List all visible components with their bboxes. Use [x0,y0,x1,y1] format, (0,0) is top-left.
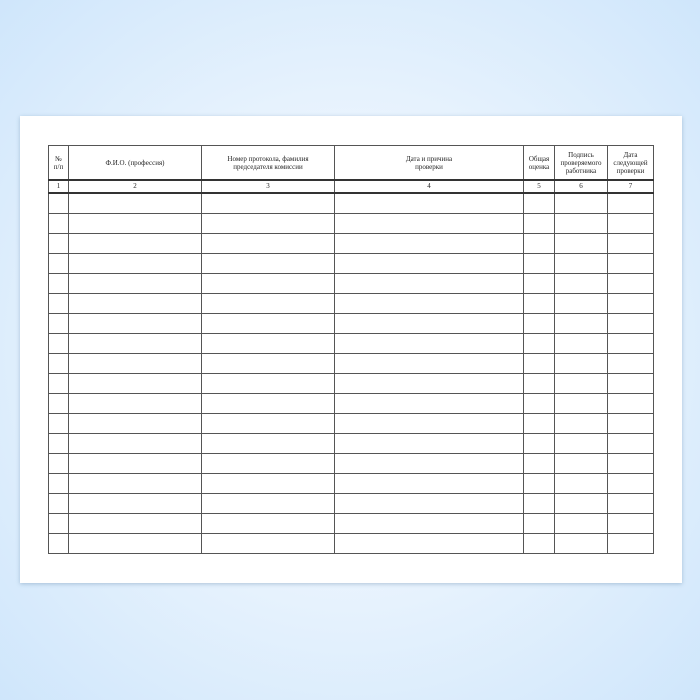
journal-entry-row [49,454,654,474]
journal-entry-cell [69,514,202,534]
journal-entry-cell [524,494,555,514]
journal-entry-cell [524,234,555,254]
journal-entry-cell [524,294,555,314]
journal-entry-cell [202,234,335,254]
journal-entry-cell [555,414,608,434]
journal-entry-cell [555,334,608,354]
journal-entry-cell [335,354,524,374]
header-cell-full-name: Ф.И.О. (профессия) [69,146,202,181]
journal-entry-row [49,354,654,374]
journal-entry-row [49,254,654,274]
journal-entry-cell [49,434,69,454]
journal-entry-cell [524,254,555,274]
journal-entry-row [49,234,654,254]
journal-entry-cell [335,374,524,394]
journal-entry-row [49,314,654,334]
journal-entry-cell [608,494,654,514]
journal-entry-cell [524,334,555,354]
journal-entry-cell [524,374,555,394]
journal-entry-cell [335,534,524,554]
journal-entry-row [49,374,654,394]
journal-entry-cell [49,534,69,554]
journal-entry-cell [608,394,654,414]
journal-entry-cell [69,234,202,254]
journal-entry-cell [69,534,202,554]
journal-entry-row [49,274,654,294]
header-cell-next-check-date: Дата следующей проверки [608,146,654,181]
journal-entry-cell [69,394,202,414]
journal-entry-cell [202,254,335,274]
journal-entry-cell [202,193,335,214]
journal-entry-cell [524,314,555,334]
journal-entry-cell [335,474,524,494]
journal-entry-cell [49,454,69,474]
journal-entry-cell [49,314,69,334]
journal-entry-cell [202,514,335,534]
journal-entry-cell [49,414,69,434]
journal-entry-cell [49,274,69,294]
column-number-row [49,180,654,193]
journal-entry-cell [608,534,654,554]
journal-entry-cell [608,254,654,274]
journal-entry-row [49,334,654,354]
journal-entry-cell [69,374,202,394]
journal-entry-cell [555,474,608,494]
journal-entry-cell [49,214,69,234]
journal-entry-cell [202,334,335,354]
journal-entry-cell [335,234,524,254]
column-number-cell: 2 [69,180,202,193]
journal-entry-cell [69,354,202,374]
journal-entry-cell [335,214,524,234]
journal-entry-cell [524,394,555,414]
journal-entry-cell [202,394,335,414]
journal-entry-cell [555,494,608,514]
journal-entry-cell [202,494,335,514]
journal-entry-cell [335,334,524,354]
header-cell-employee-signature: Подпись проверяемого работника [555,146,608,181]
journal-entry-cell [524,454,555,474]
journal-entry-row [49,494,654,514]
journal-entry-cell [202,434,335,454]
journal-entry-cell [335,454,524,474]
journal-entry-row [49,193,654,214]
journal-entry-cell [524,474,555,494]
journal-entry-cell [555,374,608,394]
journal-entry-cell [555,394,608,414]
journal-entry-cell [335,294,524,314]
journal-entry-cell [555,254,608,274]
column-number-cell: 7 [608,180,654,193]
column-number-cell: 1 [49,180,69,193]
journal-entry-cell [49,374,69,394]
header-cell-check-date-reason: Дата и причина проверки [335,146,524,181]
header-cell-protocol: Номер протокола, фамилия председателя комиссии [202,146,335,181]
journal-entry-cell [608,354,654,374]
journal-entry-cell [202,274,335,294]
journal-entry-cell [524,354,555,374]
journal-entry-cell [608,234,654,254]
journal-entry-cell [49,193,69,214]
journal-entry-row [49,434,654,454]
journal-entry-cell [608,434,654,454]
journal-entry-cell [555,514,608,534]
journal-entry-cell [49,394,69,414]
journal-entry-cell [202,374,335,394]
header-row [49,146,654,181]
journal-entry-row [49,414,654,434]
journal-entry-row [49,394,654,414]
journal-entry-cell [608,193,654,214]
journal-entry-cell [335,254,524,274]
journal-entry-cell [49,254,69,274]
journal-entry-cell [608,414,654,434]
journal-entry-cell [524,214,555,234]
journal-entry-cell [49,294,69,314]
journal-entry-cell [555,434,608,454]
journal-entry-cell [202,534,335,554]
journal-entry-cell [69,474,202,494]
journal-entry-row [49,294,654,314]
journal-entry-cell [524,514,555,534]
journal-entry-cell [335,274,524,294]
journal-entry-cell [524,534,555,554]
journal-entry-row [49,474,654,494]
column-number-cell: 4 [335,180,524,193]
journal-entry-cell [555,354,608,374]
journal-entry-cell [608,454,654,474]
journal-sheet [20,116,682,583]
journal-entry-cell [335,394,524,414]
journal-entry-cell [69,254,202,274]
journal-entry-cell [202,454,335,474]
column-number-cell: 5 [524,180,555,193]
journal-entry-cell [69,193,202,214]
header-cell-number: № п/п [49,146,69,181]
journal-entry-cell [608,474,654,494]
journal-entry-cell [202,314,335,334]
journal-entry-cell [69,334,202,354]
journal-entry-cell [608,514,654,534]
journal-entry-cell [335,193,524,214]
journal-entry-cell [608,294,654,314]
journal-entry-cell [555,534,608,554]
journal-entry-cell [69,454,202,474]
journal-entry-cell [555,214,608,234]
journal-entry-cell [524,193,555,214]
journal-entry-cell [555,314,608,334]
journal-entry-cell [524,434,555,454]
journal-entry-cell [202,474,335,494]
journal-entry-cell [49,474,69,494]
journal-entry-cell [49,234,69,254]
journal-entry-cell [49,514,69,534]
journal-entry-cell [555,294,608,314]
journal-entry-cell [69,434,202,454]
journal-entry-cell [49,494,69,514]
journal-entry-cell [608,274,654,294]
journal-entry-cell [608,214,654,234]
journal-entry-cell [49,354,69,374]
journal-entry-cell [555,454,608,474]
journal-entry-cell [335,494,524,514]
journal-entry-cell [202,414,335,434]
journal-entry-cell [69,414,202,434]
journal-table [48,145,654,554]
journal-entry-row [49,534,654,554]
column-number-cell: 6 [555,180,608,193]
journal-entry-cell [69,214,202,234]
journal-entry-cell [69,274,202,294]
journal-entry-cell [608,334,654,354]
journal-entry-cell [335,314,524,334]
journal-entry-cell [555,274,608,294]
journal-entry-cell [202,214,335,234]
journal-entry-cell [524,414,555,434]
journal-entry-cell [555,193,608,214]
journal-entry-cell [69,494,202,514]
header-cell-overall-grade: Общая оценка [524,146,555,181]
journal-entry-cell [608,374,654,394]
journal-entry-cell [608,314,654,334]
journal-entry-cell [202,294,335,314]
column-number-cell: 3 [202,180,335,193]
journal-entry-row [49,214,654,234]
journal-entry-cell [69,314,202,334]
journal-entry-cell [49,334,69,354]
journal-entry-cell [335,514,524,534]
journal-entry-row [49,514,654,534]
journal-entry-cell [335,414,524,434]
journal-entry-cell [335,434,524,454]
journal-entry-cell [69,294,202,314]
journal-entry-cell [524,274,555,294]
journal-entry-cell [555,234,608,254]
journal-entry-cell [202,354,335,374]
